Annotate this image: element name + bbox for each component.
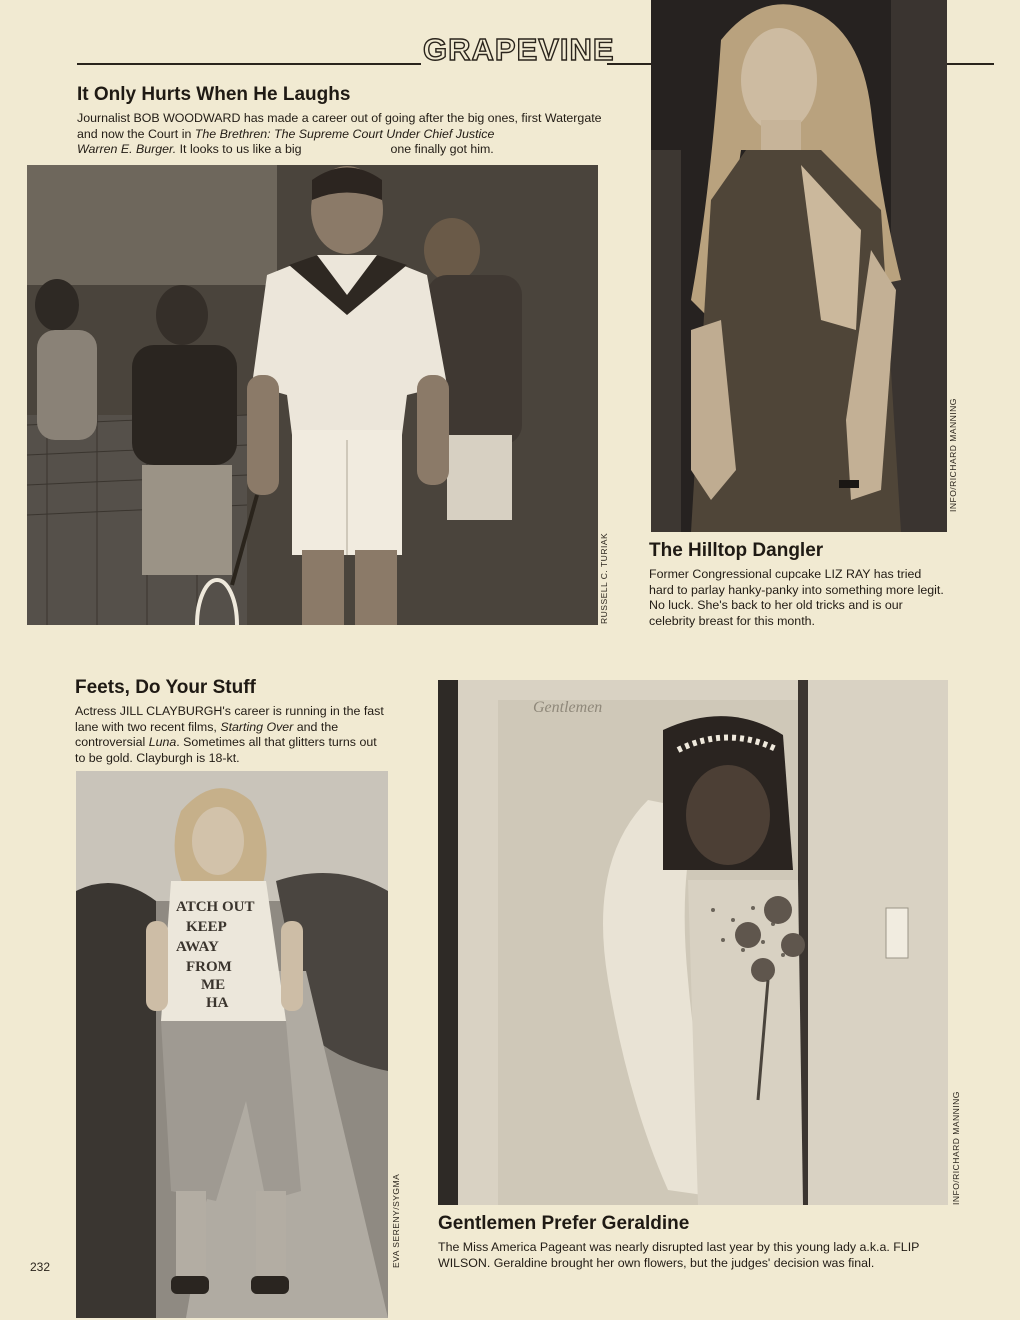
book-title: The Brethren: The Supreme Court Under Chief Justice [194, 126, 495, 141]
body-geraldine: The Miss America Pageant was nearly disrupted last year by this young lady a.k.a. FLIP WILSON. Geraldine brought her own flowers, but the judges' decision was final. [438, 1240, 920, 1270]
body-woodward-line1: Journalist BOB WOODWARD has made a career out of going after the big ones, first [77, 111, 542, 125]
film-luna: Luna [148, 735, 177, 750]
svg-text:FROM: FROM [186, 959, 232, 975]
photo-liz-ray-illustration [651, 0, 947, 532]
headline-geraldine: Gentlemen Prefer Geraldine [438, 1213, 690, 1234]
body-woodward [77, 111, 602, 158]
svg-text:AWAY: AWAY [176, 939, 219, 955]
headline-woodward: It Only Hurts When He Laughs [77, 84, 351, 105]
body-hilltop-dangler: Former Congressional cupcake LIZ RAY has tried hard to parlay hanky-panky into something more legit. No luck. She's back to her old tricks and is our celebrity breast for this month. [649, 567, 944, 628]
photo-geraldine [438, 680, 948, 1205]
photo-clayburgh-illustration [76, 771, 388, 1318]
body-woodward-line2a: Watergate and now the Court in [77, 111, 602, 141]
credit-liz-ray: INFO/RICHARD MANNING [948, 398, 958, 512]
book-title-cont: Warren E. Burger. [77, 142, 177, 157]
photo-geraldine-illustration [438, 680, 948, 1205]
photo-liz-ray [651, 0, 947, 532]
svg-text:KEEP: KEEP [186, 919, 227, 935]
credit-woodward: RUSSELL C. TURIAK [599, 532, 609, 624]
photo-woodward [27, 165, 598, 625]
svg-text:ATCH OUT: ATCH OUT [176, 899, 255, 915]
body-woodward-line3b: one finally got him. [390, 142, 494, 157]
header-rule-right [607, 63, 651, 65]
body-woodward-line3: It looks to us like a big [176, 142, 302, 157]
body-feets [75, 704, 387, 766]
photo-woodward-illustration [27, 165, 598, 625]
body-feets-part2: and the controversial [75, 719, 339, 750]
photo-clayburgh [76, 771, 388, 1318]
page-number: 232 [30, 1260, 51, 1274]
svg-text:ME: ME [201, 977, 226, 993]
svg-text:HA: HA [206, 995, 229, 1011]
credit-geraldine: INFO/RICHARD MANNING [951, 1091, 961, 1205]
header-rule-left [77, 63, 421, 65]
headline-feets: Feets, Do Your Stuff [75, 677, 256, 698]
headline-hilltop-dangler: The Hilltop Dangler [649, 540, 824, 561]
film-starting-over: Starting Over [220, 719, 294, 734]
body-feets-part3: . Sometimes all that glitters turns out to be gold. Clayburgh is 18-kt. [75, 735, 377, 765]
credit-clayburgh: EVA SERENY/SYGMA [391, 1173, 401, 1268]
body-feets-part1: Actress JILL CLAYBURGH's career is running in the fast lane with two recent films, [75, 704, 384, 734]
door-sign: Gentlemen [533, 699, 603, 716]
section-title: GRAPEVINE [423, 32, 615, 67]
